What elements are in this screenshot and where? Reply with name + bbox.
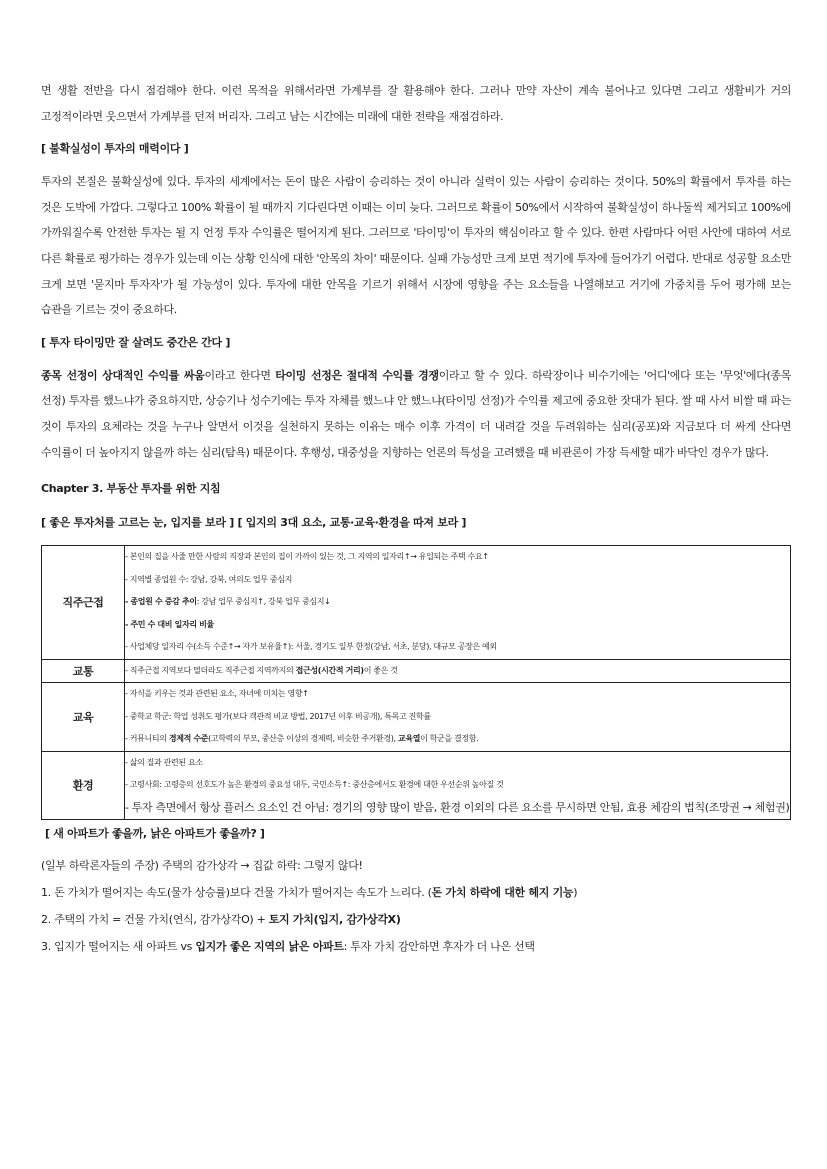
location-factors-table (41, 545, 791, 820)
category-jobs: 직주근접 (42, 546, 125, 660)
jobs-line-3-bold: - 종업원 수 증감 추이 (125, 597, 197, 607)
environment-line-3: - 투자 측면에서 항상 플러스 요소인 건 아님: 경기의 영향 많이 받음, 환경 이외의 다른 요소를 무시하면 안됨, 효용 체감의 법칙(조망권 → 체험권) (125, 800, 790, 814)
transport-line-1-bold: 접근성(시간적 거리) (295, 665, 364, 675)
timing-text-1: 이라고 한다면 (204, 368, 276, 382)
education-line-3-end: 이 학군을 결정함. (420, 734, 479, 744)
uncertainty-paragraph: 투자의 본질은 불확실성에 있다. 투자의 세계에서는 돈이 많은 사람이 승리하는 것이 아니라 실력이 있는 사람이 승리하는 것이다. 50%의 확률에서 투자를 하는 것은 도박에 가깝다. 그렇다고 100% 확률이 될 때까지 기다린다면 이때는 이미 늦다. 그러므로 확률이 50%에서 시작하여 불확실성이 하나둘씩 제거되고 100%에 가까워질수록 안전한 투자는 될 지 언정 투자 수익률은 떨어지게 된다. 그러므로 '타이밍'이 투자의 핵심이라고 할 수 있다. 한편 사람마다 어떤 사안에 대하여 서로 다른 확률로 평가하는 경우가 있는데 이는 상황 인식에 대한 '안목의 차이' 때문이다. 실패 가능성만 크게 보면 적기에 투자에 들어가기 어렵다. 반대로 성공할 요소만 크게 보면 '묻지마 투자자'가 될 가능성이 있다. 투자에 대한 안목을 기르기 위해서 시장에 영향을 주는 요소들을 나열해보고 거기에 가중치를 두어 평가해 보는 습관을 기르는 것이 중요하다. (41, 175, 791, 317)
jobs-line-4 (125, 614, 790, 637)
apartment-line-4-bold: 입지가 좋은 지역의 낡은 아파트 (195, 940, 344, 954)
timing-paragraph (41, 363, 791, 465)
jobs-line-5: - 사업체당 일자리 수(소득 수준↑→ 자가 보유율↑): 서울, 경기도 일부 한정(강남, 서초, 분당), 대규모 공장은 예외 (125, 642, 497, 652)
apartment-line-3-bold: 토지 가치(입지, 감가상각X) (268, 913, 401, 927)
education-line-2: - 중학교 학군: 학업 성취도 평가(보다 객관적 비교 방법, 2017년 이후 비공개), 특목고 진학률 (125, 711, 431, 721)
table-row-education (42, 683, 791, 752)
apartment-line-3 (41, 906, 791, 933)
education-line-3-mid: (고학력의 부모, 중산층 이상의 경제력, 비슷한 주거환경), (208, 734, 398, 744)
jobs-description (125, 546, 791, 660)
jobs-line-3-text: : 강남 업무 중심지↑, 강북 업무 중심지↓ (196, 597, 331, 607)
apartment-line-1: (일부 하락론자들의 주장) 주택의 감가상각 → 집값 하락: 그렇지 않다! (41, 859, 363, 873)
timing-bold-2: 타이밍 선정은 절대적 수익률 경쟁 (275, 368, 439, 382)
table-row-jobs (42, 546, 791, 660)
jobs-line-2: - 지역별 종업원 수: 강남, 강북, 여의도 업무 중심지 (125, 574, 292, 584)
environment-description (125, 751, 791, 820)
intro-paragraph: 면 생활 전반을 다시 점검해야 한다. 이런 목적을 위해서라면 가계부를 잘 활용해야 한다. 그러나 만약 자산이 계속 불어나고 있다면 그리고 생활비가 거의 고정적이라면 웃으면서 가계부를 던져 버리자. 그리고 남는 시간에는 미래에 대한 전략을 재점검하라. (41, 84, 791, 123)
chapter-subtitle: [ 좋은 투자처를 고르는 눈, 입지를 보라 ] [ 입지의 3대 요소, 교통·교육·환경을 따져 보라 ] (41, 516, 467, 530)
jobs-line-3 (125, 591, 790, 614)
chapter-title: Chapter 3. 부동산 투자를 위한 지침 (41, 482, 221, 496)
table-row-transport (42, 659, 791, 683)
transport-line-1 (125, 660, 790, 683)
transport-line-1-end: 이 좋은 것 (363, 665, 398, 675)
document-page (41, 78, 791, 960)
apartment-line-2 (41, 879, 791, 906)
jobs-line-1: - 본인의 집을 사줄 만한 사람의 직장과 본인의 집이 가까이 있는 것, 그 지역의 일자리↑→ 유입되는 주택 수요↑ (125, 552, 489, 562)
category-education: 교육 (42, 683, 125, 752)
education-line-1: - 자식을 키우는 것과 관련된 요소, 자녀에 미치는 영향↑ (125, 689, 309, 699)
apartment-line-4-end: : 투자 가치 감안하면 후자가 더 나은 선택 (343, 940, 535, 954)
category-transport: 교통 (42, 659, 125, 683)
apartment-line-4 (41, 933, 791, 960)
section-heading-uncertainty: [ 불확실성이 투자의 매력이다 ] (41, 142, 189, 156)
jobs-line-4-bold: - 주민 수 대비 일자리 비율 (125, 619, 214, 629)
section-heading-timing: [ 투자 타이밍만 잘 살려도 중간은 간다 ] (41, 335, 231, 349)
table-row-environment (42, 751, 791, 820)
apartment-line-2-end: ) (573, 886, 578, 900)
education-line-3-bold: 경제적 수준 (168, 734, 209, 744)
section-heading-apartment: [ 새 아파트가 좋을까, 낡은 아파트가 좋을까? ] (45, 827, 265, 841)
transport-description (125, 659, 791, 683)
education-line-3-text: - 커뮤니티의 (125, 734, 169, 744)
education-description (125, 683, 791, 752)
transport-line-1-text: - 직주근접 지역보다 멀더라도 직주근접 지역까지의 (125, 665, 296, 675)
timing-text-2: 이라고 할 수 있다. 하락장이나 비수기에는 '어디'에다 또는 '무엇'에다(종목 선정) 투자를 했느냐가 중요하지만, 상승기나 성수기에는 투자 자체를 했느냐 안 했느냐(타이밍 선정)가 수익률 제고에 중요한 잣대가 된다. 쌀 때 사서 비쌀 때 파는 것이 투자의 요체라는 것을 누구나 알면서 이것을 실천하지 못하는 이유는 매수 이후 가격이 더 내려갈 것을 두려워하는 심리(공포)와 지금보다 더 싸게 산다면 수익률이 더 높아지지 않을까 하는 심리(탐욕) 때문이다. 후행성, 대중성을 지향하는 언론의 특성을 고려했을 때 비관론이 가장 득세할 때가 바닥인 경우가 많다. (41, 368, 791, 459)
category-environment: 환경 (42, 751, 125, 820)
education-line-3 (125, 728, 790, 751)
apartment-line-2-text: 1. 돈 가치가 떨어지는 속도(물가 상승률)보다 건물 가치가 떨어지는 속도가 느리다. ( (41, 886, 432, 900)
environment-line-1: - 삶의 질과 관련된 요소 (125, 757, 203, 767)
education-line-3-bold-2: 교육열 (397, 734, 421, 744)
apartment-line-2-bold: 돈 가치 하락에 대한 헤지 기능 (431, 886, 574, 900)
apartment-line-3-text: 2. 주택의 가치 = 건물 가치(연식, 감가상각O) + (41, 913, 269, 927)
environment-line-2: - 고령사회: 고령층의 선호도가 높은 환경의 중요성 대두, 국민소득↑: 중산층에서도 환경에 대한 우선순위 높아질 것 (125, 780, 504, 790)
timing-bold-1: 종목 선정이 상대적인 수익률 싸움 (41, 368, 205, 382)
apartment-line-4-text: 3. 입지가 떨어지는 새 아파트 vs (41, 940, 196, 954)
